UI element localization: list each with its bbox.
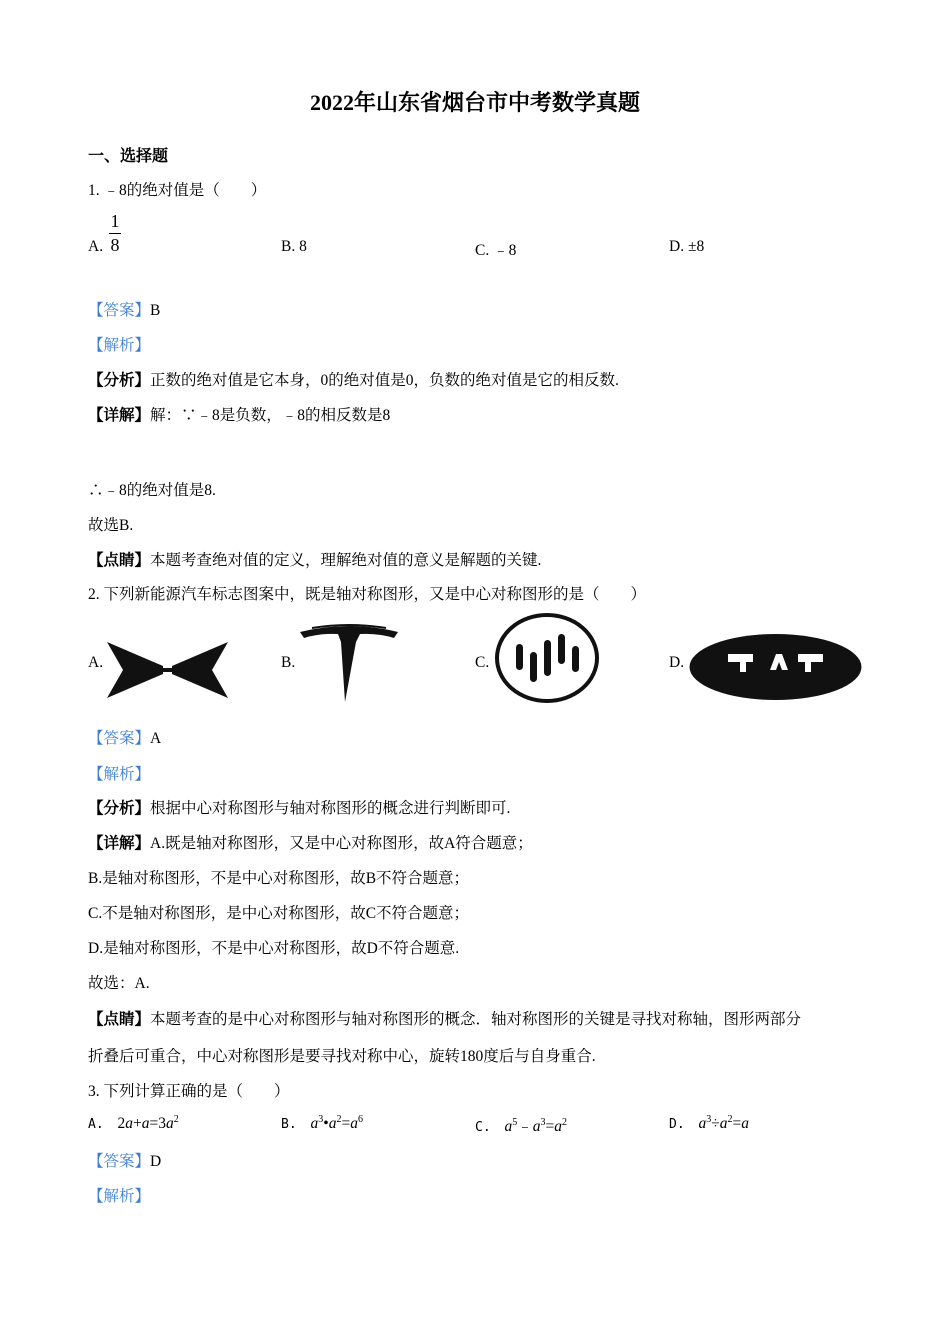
- fenxi-label: 【分析】: [88, 372, 151, 389]
- q3-answer-line: [88, 1149, 161, 1171]
- q1-fenxi-line: [88, 368, 619, 390]
- fraction-numerator: 1: [110, 211, 120, 231]
- q3-option-a: A. $2a+a=3a^2$: [88, 1114, 179, 1133]
- fenxi-label: 【分析】: [88, 800, 151, 817]
- q1-option-b: B. 8: [281, 238, 307, 255]
- q2-detail: A.既是轴对称图形，又是中心对称图形，故A符合题意；: [150, 835, 533, 852]
- fraction-denominator: 8: [110, 235, 120, 255]
- comment-label: 【点睛】: [88, 552, 151, 569]
- q1-detail-line: [88, 403, 390, 425]
- q1-analysis-label: 【解析】: [88, 337, 151, 354]
- q2-answer: A: [150, 730, 162, 747]
- q2-logo-d-icon: [688, 632, 863, 702]
- answer-label: 【答案】: [88, 302, 151, 319]
- q3-analysis-label: 【解析】: [88, 1188, 151, 1205]
- q2-logo-a-icon: [105, 638, 230, 702]
- page-title: 2022年山东省烟台市中考数学真题: [309, 90, 640, 115]
- q2-detail-d: D.是轴对称图形，不是中心对称图形，故D不符合题意.: [88, 940, 460, 957]
- q2-logo-c-icon: [494, 612, 600, 704]
- section-heading: 一、选择题: [88, 148, 169, 165]
- fraction-bar: [109, 233, 121, 234]
- q2-detail-b: B.是轴对称图形，不是中心对称图形，故B不符合题意；: [88, 870, 470, 887]
- q1-conclusion: ∴﹣8的绝对值是8.: [88, 482, 216, 499]
- q2-option-c-label: C.: [475, 654, 490, 671]
- q1-option-a-label: A.: [88, 238, 104, 255]
- option-label: A.: [88, 1117, 104, 1133]
- q1-fenxi: 正数的绝对值是它本身，0的绝对值是0，负数的绝对值是它的相反数.: [150, 372, 619, 389]
- q3-option-b: B. $a^3•a^2=a^6$: [281, 1114, 363, 1133]
- q3-option-d: D. $a^3\div a^2=a$: [669, 1114, 750, 1133]
- q2-detail-line: [88, 831, 533, 853]
- q1-detail: 解：∵﹣8是负数，﹣8的相反数是8: [150, 407, 391, 424]
- option-label: C.: [475, 1120, 491, 1135]
- q2-option-d-label: D.: [669, 654, 685, 671]
- q2-detail-c: C.不是轴对称图形，是中心对称图形，故C不符合题意；: [88, 905, 470, 922]
- q2-fenxi: 根据中心对称图形与轴对称图形的概念进行判断即可.: [150, 800, 511, 817]
- q2-answer-line: [88, 726, 161, 748]
- q2-option-b-label: B.: [281, 654, 296, 671]
- q2-fenxi-line: [88, 796, 510, 818]
- detail-label: 【详解】: [88, 835, 151, 852]
- q3-stem: 3. 下列计算正确的是（ ）: [88, 1083, 290, 1100]
- answer-label: 【答案】: [88, 730, 151, 747]
- q1-answer-line: [88, 298, 160, 320]
- option-label: B.: [281, 1117, 297, 1133]
- comment-label: 【点睛】: [88, 1011, 151, 1028]
- q1-option-c: C. ﹣8: [475, 242, 517, 259]
- q2-comment-2: 折叠后可重合，中心对称图形是要寻找对称中心，旋转180度后与自身重合.: [88, 1048, 596, 1065]
- q2-choose: 故选：A.: [88, 975, 150, 992]
- q2-stem: 2. 下列新能源汽车标志图案中，既是轴对称图形，又是中心对称图形的是（ ）: [88, 586, 647, 603]
- q3-option-c: C. $a^5﹣a^3=a^2$: [475, 1116, 568, 1135]
- q2-comment-1: 本题考查的是中心对称图形与轴对称图形的概念．轴对称图形的关键是寻找对称轴，图形两部分: [150, 1011, 802, 1028]
- q3-answer: D: [150, 1153, 162, 1170]
- q1-option-d: D. ±8: [669, 238, 705, 255]
- detail-label: 【详解】: [88, 407, 151, 424]
- q1-comment: 本题考查绝对值的定义，理解绝对值的意义是解题的关键.: [150, 552, 542, 569]
- q1-choose: 故选B.: [88, 517, 134, 534]
- option-label: D.: [669, 1117, 685, 1133]
- q1-stem: 1. ﹣8的绝对值是（ ）: [88, 182, 267, 199]
- answer-label: 【答案】: [88, 1153, 151, 1170]
- q2-logo-b-icon: [298, 624, 400, 704]
- q1-comment-line: [88, 548, 541, 570]
- q2-comment-line: [88, 1007, 801, 1029]
- q1-answer: B: [150, 302, 161, 319]
- q2-analysis-label: 【解析】: [88, 766, 151, 783]
- q2-option-a-label: A.: [88, 654, 104, 671]
